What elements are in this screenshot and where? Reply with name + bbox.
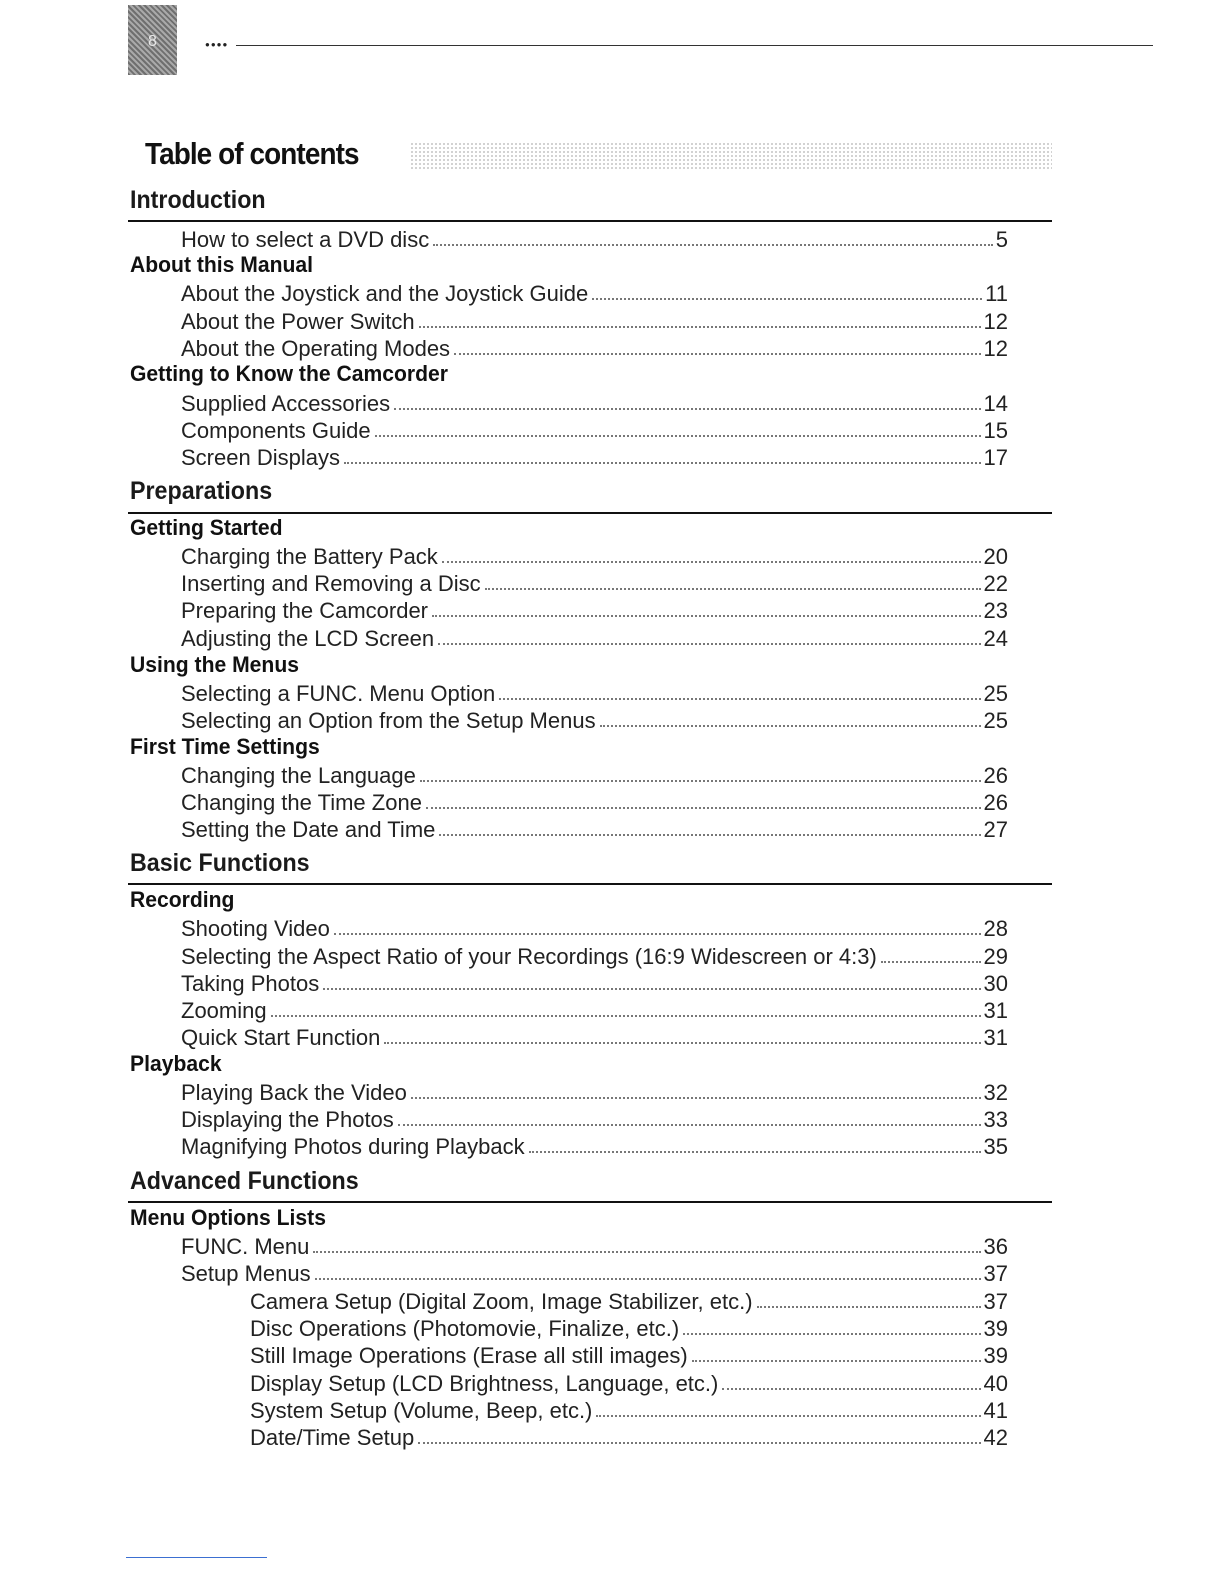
- toc-entry-page: 14: [983, 391, 1008, 416]
- toc-entry-title: Adjusting the LCD Screen: [181, 626, 435, 651]
- toc-entry-title: About the Joystick and the Joystick Guide: [181, 281, 589, 306]
- section-title-basic-functions: Basic Functions: [130, 849, 310, 877]
- group-title-getting-to-know-the-camcorder: Getting to Know the Camcorder: [130, 361, 448, 386]
- toc-entry-title: Taking Photos: [181, 971, 320, 996]
- toc-entry-title: Display Setup (LCD Brightness, Language, etc.): [250, 1371, 719, 1396]
- dot-leader: [375, 435, 981, 437]
- group-title-using-the-menus: Using the Menus: [130, 652, 299, 677]
- section-title-advanced-functions: Advanced Functions: [130, 1167, 359, 1195]
- toc-entry-page: 37: [983, 1261, 1008, 1286]
- toc-entry-page: 23: [983, 598, 1008, 623]
- toc-entry-title: System Setup (Volume, Beep, etc.): [250, 1398, 593, 1423]
- title-dot-pattern: [410, 142, 1052, 170]
- section-title-introduction: Introduction: [130, 186, 266, 214]
- dot-leader: [438, 643, 980, 645]
- toc-entry-page: 26: [983, 790, 1008, 815]
- dot-leader: [313, 1251, 980, 1253]
- toc-entry-page: 25: [983, 708, 1008, 733]
- toc-entry-page: 42: [983, 1425, 1008, 1450]
- group-title-getting-started: Getting Started: [130, 515, 283, 540]
- toc-entry-page: 39: [983, 1343, 1008, 1368]
- dot-leader: [271, 1015, 981, 1017]
- toc-entry-title: Disc Operations (Photomovie, Finalize, etc.): [250, 1316, 680, 1341]
- toc-entry[interactable]: [250, 1315, 1008, 1341]
- toc-entry[interactable]: [181, 543, 1008, 569]
- toc-entry-page: 22: [983, 571, 1008, 596]
- toc-entry-title: Magnifying Photos during Playback: [181, 1134, 525, 1159]
- toc-entry[interactable]: [181, 1106, 1008, 1132]
- toc-entry-title: FUNC. Menu: [181, 1234, 310, 1259]
- group-title-menu-options-lists: Menu Options Lists: [130, 1205, 326, 1230]
- section-rule: [128, 512, 1052, 514]
- toc-entry-title: Inserting and Removing a Disc: [181, 571, 481, 596]
- toc-entry-title: Charging the Battery Pack: [181, 544, 438, 569]
- dot-leader: [692, 1360, 981, 1362]
- toc-entry[interactable]: [181, 335, 1008, 361]
- section-title-preparations: Preparations: [130, 477, 273, 505]
- toc-entry[interactable]: [181, 444, 1008, 470]
- dot-leader: [394, 408, 980, 410]
- toc-entry-title: How to select a DVD disc: [181, 227, 430, 252]
- toc-entry[interactable]: [181, 308, 1008, 334]
- dot-leader: [334, 933, 981, 935]
- toc-entry[interactable]: [181, 707, 1008, 733]
- toc-entry-page: 28: [983, 916, 1008, 941]
- toc-entry-title: Zooming: [181, 998, 267, 1023]
- toc-entry-page: 35: [983, 1134, 1008, 1159]
- toc-entry-page: 12: [983, 336, 1008, 361]
- dot-leader: [757, 1306, 981, 1308]
- dot-leader: [499, 698, 980, 700]
- toc-entry-page: 26: [983, 763, 1008, 788]
- toc-entry[interactable]: [181, 625, 1008, 651]
- toc-entry-page: 41: [983, 1398, 1008, 1423]
- dot-leader: [323, 988, 980, 990]
- toc-entry-page: 25: [983, 681, 1008, 706]
- toc-entry-title: Components Guide: [181, 418, 371, 443]
- toc-entry-page: 29: [983, 944, 1008, 969]
- toc-entry[interactable]: [181, 280, 1008, 306]
- dot-leader: [881, 961, 981, 963]
- toc-entry-title: Displaying the Photos: [181, 1107, 394, 1132]
- toc-entry[interactable]: [181, 915, 1008, 941]
- toc-entry-page: 20: [983, 544, 1008, 569]
- dot-leader: [529, 1151, 981, 1153]
- toc-entry-title: Selecting an Option from the Setup Menus: [181, 708, 596, 733]
- header-rule: [236, 45, 1153, 46]
- header-dots: ●●●●: [205, 40, 229, 49]
- toc-entry-title: Setup Menus: [181, 1261, 311, 1286]
- toc-entry[interactable]: [181, 390, 1008, 416]
- toc-entry-title: Setting the Date and Time: [181, 817, 436, 842]
- toc-entry[interactable]: [250, 1424, 1008, 1450]
- toc-entry-page: 31: [983, 1025, 1008, 1050]
- toc-entry-page: 33: [983, 1107, 1008, 1132]
- dot-leader: [315, 1278, 981, 1280]
- dot-leader: [454, 353, 980, 355]
- dot-leader: [432, 615, 981, 617]
- group-title-recording: Recording: [130, 887, 235, 912]
- toc-entry[interactable]: [250, 1370, 1008, 1396]
- toc-entry[interactable]: [181, 1133, 1008, 1159]
- toc-entry-page: 37: [983, 1289, 1008, 1314]
- toc-entry[interactable]: [181, 1024, 1008, 1050]
- page-number: 8: [148, 33, 157, 50]
- toc-entry[interactable]: [181, 226, 1008, 252]
- toc-entry[interactable]: [181, 597, 1008, 623]
- dot-leader: [596, 1415, 980, 1417]
- toc-entry-title: Shooting Video: [181, 916, 330, 941]
- toc-entry[interactable]: [250, 1288, 1008, 1314]
- group-title-about-this-manual: About this Manual: [130, 252, 314, 277]
- toc-entry-title: Quick Start Function: [181, 1025, 381, 1050]
- toc-entry-title: Screen Displays: [181, 445, 340, 470]
- toc-entry-title: Changing the Language: [181, 763, 416, 788]
- dot-leader: [344, 462, 981, 464]
- page-title: Table of contents: [145, 136, 359, 171]
- toc-entry[interactable]: [181, 816, 1008, 842]
- dot-leader: [384, 1042, 980, 1044]
- toc-entry-title: About the Power Switch: [181, 309, 415, 334]
- toc-entry-title: Changing the Time Zone: [181, 790, 422, 815]
- toc-entry-page: 39: [983, 1316, 1008, 1341]
- toc-entry-page: 12: [983, 309, 1008, 334]
- dot-leader: [398, 1124, 981, 1126]
- section-rule: [128, 1201, 1052, 1203]
- group-title-first-time-settings: First Time Settings: [130, 734, 320, 759]
- toc-entry[interactable]: [181, 680, 1008, 706]
- toc-entry-page: 40: [983, 1371, 1008, 1396]
- toc-entry-title: Supplied Accessories: [181, 391, 391, 416]
- toc-entry-page: 5: [995, 227, 1008, 252]
- dot-leader: [442, 561, 981, 563]
- group-title-playback: Playback: [130, 1051, 222, 1076]
- dot-leader: [592, 298, 982, 300]
- dot-leader: [411, 1097, 981, 1099]
- toc-entry-title: Selecting the Aspect Ratio of your Recordings (16:9 Widescreen or 4:3): [181, 944, 877, 969]
- toc-entry-page: 15: [983, 418, 1008, 443]
- toc-entry[interactable]: [181, 1079, 1008, 1105]
- dot-leader: [418, 1442, 980, 1444]
- toc-entry-title: About the Operating Modes: [181, 336, 451, 361]
- dot-leader: [439, 834, 980, 836]
- toc-entry[interactable]: [181, 997, 1008, 1023]
- footer-rule: [126, 1557, 267, 1558]
- toc-entry[interactable]: [181, 789, 1008, 815]
- toc-entry[interactable]: [181, 417, 1008, 443]
- toc-entry-title: Preparing the Camcorder: [181, 598, 429, 623]
- toc-entry[interactable]: [181, 943, 1008, 969]
- page-number-tab: [128, 5, 177, 75]
- toc-entry[interactable]: [250, 1342, 1008, 1368]
- toc-entry[interactable]: [181, 970, 1008, 996]
- toc-entry-title: Camera Setup (Digital Zoom, Image Stabilizer, etc.): [250, 1289, 753, 1314]
- dot-leader: [600, 725, 981, 727]
- toc-entry[interactable]: [250, 1397, 1008, 1423]
- toc-entry-title: Playing Back the Video: [181, 1080, 407, 1105]
- toc-entry[interactable]: [181, 1260, 1008, 1286]
- dot-leader: [722, 1388, 980, 1390]
- section-rule: [128, 883, 1052, 885]
- dot-leader: [420, 780, 981, 782]
- toc-entry-title: Selecting a FUNC. Menu Option: [181, 681, 496, 706]
- dot-leader: [419, 326, 981, 328]
- dot-leader: [433, 244, 993, 246]
- toc-entry[interactable]: [181, 1233, 1008, 1259]
- dot-leader: [485, 588, 981, 590]
- toc-entry-page: 11: [985, 281, 1008, 306]
- toc-entry-page: 17: [983, 445, 1008, 470]
- toc-entry[interactable]: [181, 570, 1008, 596]
- toc-entry-page: 36: [983, 1234, 1008, 1259]
- toc-entry-page: 24: [983, 626, 1008, 651]
- toc-entry-title: Date/Time Setup: [250, 1425, 415, 1450]
- section-rule: [128, 220, 1052, 222]
- toc-entry-page: 32: [983, 1080, 1008, 1105]
- dot-leader: [683, 1333, 980, 1335]
- dot-leader: [426, 807, 981, 809]
- toc-entry-title: Still Image Operations (Erase all still images): [250, 1343, 688, 1368]
- toc-entry[interactable]: [181, 762, 1008, 788]
- toc-entry-page: 30: [983, 971, 1008, 996]
- toc-entry-page: 27: [983, 817, 1008, 842]
- toc-entry-page: 31: [983, 998, 1008, 1023]
